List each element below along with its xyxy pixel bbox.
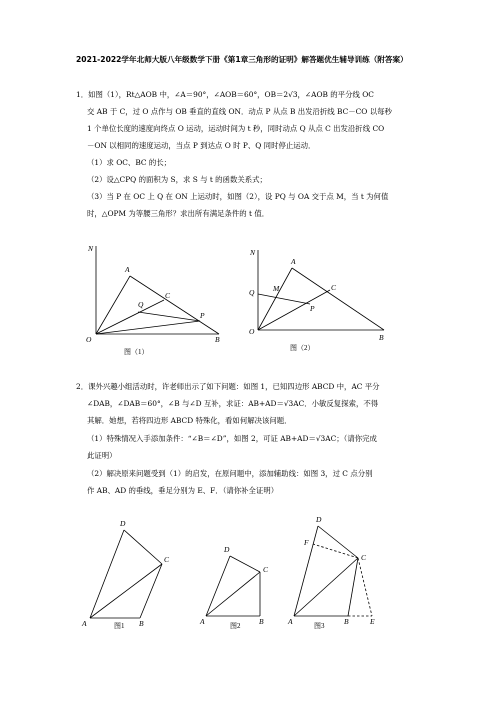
- line-QP: [258, 294, 310, 304]
- p1-line-4: －ON 以相同的速度运动，当点 P 到达点 O 时 P、Q 同时停止运动．: [87, 141, 316, 150]
- line-AB: [292, 268, 384, 330]
- p1-line-8: 时，△OPM 为等腰三角形？求出所有满足条件的 t 值．: [87, 209, 270, 218]
- p2-line-6: （2）解决原来问题受到（1）的启发，在原问题中，添加辅助线：如图 3，过 C 点分别: [87, 469, 373, 478]
- fig1-label-O: O: [86, 335, 92, 344]
- fig2-2-label-D: D: [224, 545, 230, 554]
- p1-line-3: 1 个单位长度的速度向终点 O 运动，运动时间为 t 秒，同时动点 Q 从点 C 出发沿折线 CO: [87, 124, 385, 133]
- line-AC: [294, 558, 358, 616]
- figure-1-1: [84, 238, 244, 360]
- fig2-label-M: M: [273, 284, 280, 293]
- fig2-caption: 图（2）: [290, 344, 315, 352]
- p1-line-1: 1．如图（1），Rt△AOB 中，∠A＝90°，∠AOB＝60°，OB＝2√3，∠AOB 的平分线 OC: [76, 90, 374, 99]
- fig2-2-caption: 图2: [230, 622, 241, 630]
- p2-line-7: 作 AB、AD 的垂线，垂足分别为 E、F．（请你补全证明）: [87, 486, 279, 495]
- fig1-label-A: A: [125, 265, 130, 274]
- document-title: 2021-2022学年北师大版八年级数学下册《第1章三角形的证明》解答题优生辅导训练（附答案）: [76, 55, 408, 64]
- fig1-label-N: N: [88, 244, 94, 253]
- p2-line-3: 其解．她想，若将四边形 ABCD 特殊化，看如何解决该问题．: [87, 416, 292, 425]
- p2-line-5: 此证明）: [87, 451, 117, 460]
- line-CD: [318, 526, 358, 558]
- fig2-1-label-D: D: [120, 519, 126, 528]
- fig1-label-C: C: [165, 291, 171, 300]
- fig2-label-O: O: [249, 327, 255, 336]
- fig2-1-label-C: C: [164, 555, 170, 564]
- fig1-caption: 图（1）: [124, 348, 149, 356]
- fig2-3-label-F: F: [304, 538, 309, 547]
- line-CE: [358, 558, 372, 616]
- p1-line-5: （1）求 OC、BC 的长；: [87, 158, 172, 167]
- line-CF: [313, 544, 358, 558]
- fig2-1-caption: 图1: [114, 622, 125, 630]
- p2-line-1: 2．课外兴趣小组活动时，许老师出示了如下问题：如图 1，已知四边形 ABCD 中，AC 平分: [76, 382, 380, 391]
- p2-line-2: ∠DAB，∠DAB＝60°，∠B 与∠D 互补，求证：AB+AD＝√3AC．小敏反复探索，不得: [87, 399, 379, 408]
- figure-2-2: [196, 512, 286, 634]
- figure-2-3: [286, 512, 396, 634]
- line-CD: [124, 530, 162, 564]
- fig2-3-label-D: D: [316, 515, 322, 524]
- fig2-label-P: P: [310, 304, 315, 313]
- p1-line-7: （3）当 P 在 OC 上 Q 在 ON 上运动时，如图（2），设 PQ 与 OA 交于点 M，当 t 为何值: [87, 192, 389, 201]
- fig2-label-N: N: [250, 248, 256, 257]
- fig2-2-label-A: A: [200, 617, 205, 626]
- fig2-2-label-C: C: [263, 565, 269, 574]
- p2-line-4: （1）特殊情况入手添加条件：“∠B＝∠D”，如图 2，可证 AB+AD＝√3AC；（请你完成: [87, 434, 377, 443]
- line-DA: [206, 556, 230, 616]
- figure-1-2: [246, 238, 396, 360]
- fig2-3-label-B: B: [344, 617, 349, 626]
- fig2-3-caption: 图3: [314, 622, 325, 630]
- line-OP: [96, 321, 200, 334]
- fig2-3-label-E: E: [370, 617, 375, 626]
- fig2-2-label-B: B: [259, 617, 264, 626]
- line-CD: [230, 556, 260, 572]
- fig2-3-label-A: A: [288, 617, 293, 626]
- fig1-label-B: B: [215, 335, 220, 344]
- p1-line-2: 交 AB 于 C，过 O 点作与 OB 垂直的直线 ON．动点 P 从点 B 出发沿折线 BC－CO 以每秒: [87, 107, 392, 116]
- p1-line-6: （2）设△CPQ 的面积为 S，求 S 与 t 的函数关系式；: [87, 175, 267, 184]
- fig2-3-label-C: C: [361, 553, 367, 562]
- fig2-1-label-A: A: [82, 619, 87, 628]
- line-QP: [138, 312, 200, 321]
- fig2-label-A: A: [291, 257, 296, 266]
- fig1-label-P: P: [200, 311, 205, 320]
- line-AC: [206, 572, 260, 616]
- fig1-label-Q: Q: [138, 300, 144, 309]
- line-BC: [348, 558, 358, 616]
- fig2-1-label-B: B: [139, 619, 144, 628]
- fig2-label-C: C: [331, 283, 337, 292]
- fig2-label-Q: Q: [249, 288, 255, 297]
- fig2-label-B: B: [379, 333, 384, 342]
- figure-2-1: [80, 512, 190, 634]
